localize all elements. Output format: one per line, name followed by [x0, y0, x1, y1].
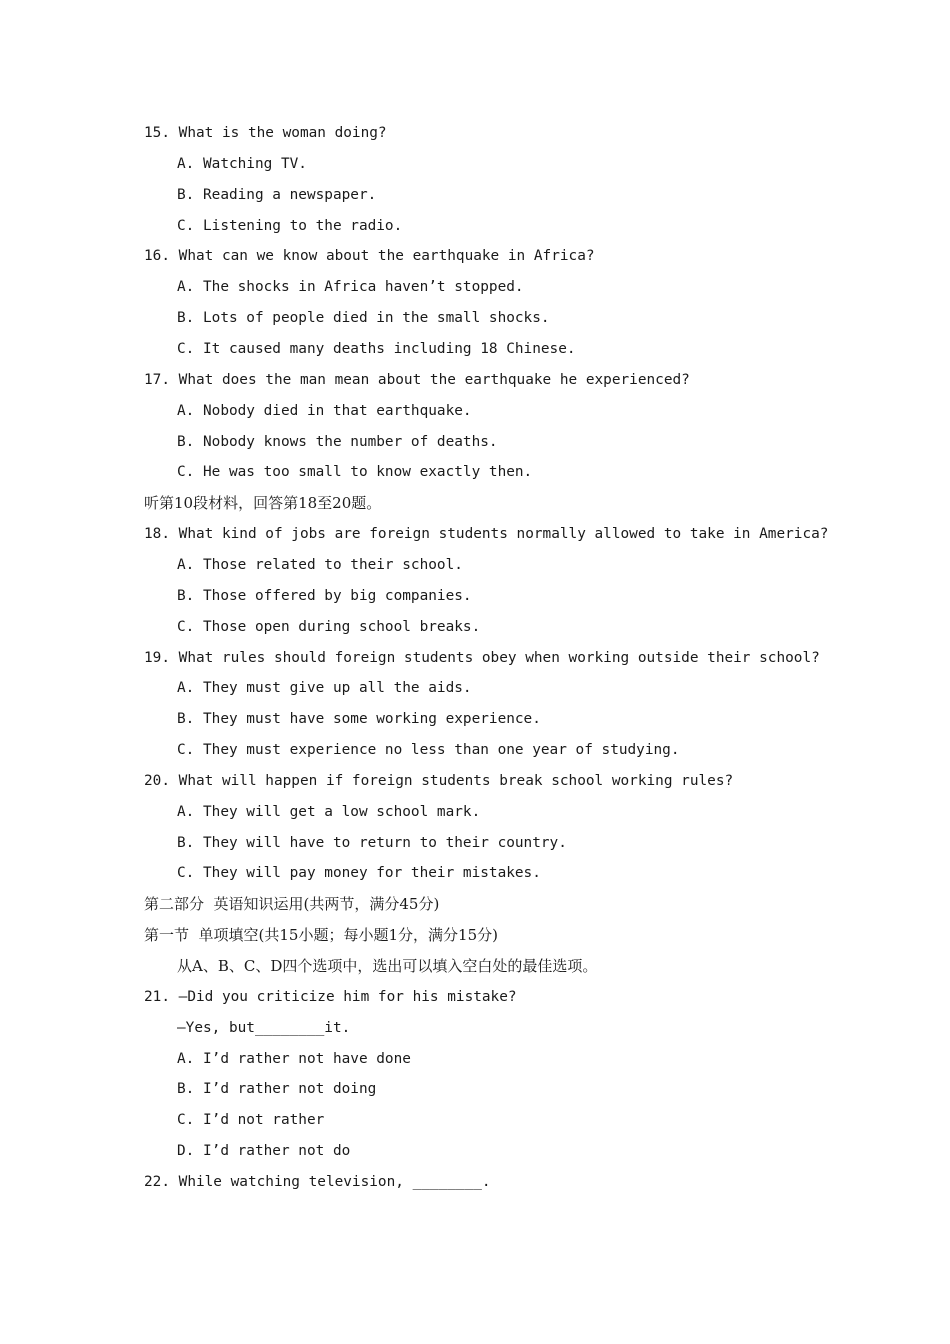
- answer-option: C. He was too small to know exactly then.: [177, 464, 533, 481]
- answer-option: A. Those related to their school.: [177, 556, 463, 573]
- answer-option: B. Lots of people died in the small shocks.: [177, 310, 550, 327]
- section-heading: 第二部分 英语知识运用(共两节，满分45分): [144, 895, 440, 914]
- answer-option: C. It caused many deaths including 18 Chinese.: [177, 341, 576, 357]
- question-stem: 21. —Did you criticize him for his mistake?: [144, 988, 517, 1005]
- answer-option: B. Reading a newspaper.: [177, 186, 377, 203]
- question-stem: 20. What will happen if foreign students break school working rules?: [144, 772, 734, 789]
- section-heading: 听第10段材料，回答第18至20题。: [144, 494, 382, 513]
- answer-option: B. Those offered by big companies.: [177, 587, 472, 604]
- answer-option: B. I’d rather not doing: [177, 1081, 377, 1098]
- answer-option: B. Nobody knows the number of deaths.: [177, 433, 498, 450]
- answer-option: A. The shocks in Africa haven’t stopped.: [177, 279, 524, 296]
- section-heading: 第一节 单项填空(共15小题；每小题1分，满分15分): [144, 926, 498, 945]
- answer-option: A. I’d rather not have done: [177, 1050, 411, 1067]
- question-stem: 16. What can we know about the earthquake in Africa?: [144, 248, 595, 265]
- section-heading: 从A、B、C、D四个选项中，选出可以填入空白处的最佳选项。: [177, 957, 598, 975]
- answer-option: B. They must have some working experience.: [177, 711, 541, 728]
- answer-option: C. They will pay money for their mistakes.: [177, 865, 541, 882]
- question-stem: 22. While watching television, ________.: [144, 1173, 491, 1190]
- answer-option: C. They must experience no less than one year of studying.: [177, 742, 680, 758]
- answer-option: A. They must give up all the aids.: [177, 680, 472, 697]
- answer-option: A. They will get a low school mark.: [177, 803, 481, 820]
- answer-option: B. They will have to return to their country.: [177, 834, 567, 851]
- answer-option: A. Watching TV.: [177, 155, 307, 172]
- answer-option: C. Those open during school breaks.: [177, 618, 481, 635]
- answer-option: C. I’d not rather: [177, 1112, 325, 1129]
- question-stem: 15. What is the woman doing?: [144, 125, 387, 141]
- answer-option: D. I’d rather not do: [177, 1143, 351, 1160]
- question-stem: 18. What kind of jobs are foreign students normally allowed to take in America?: [144, 526, 829, 542]
- answer-option: —Yes, but________it.: [177, 1019, 351, 1036]
- question-stem: 19. What rules should foreign students obey when working outside their school?: [144, 649, 820, 666]
- answer-option: C. Listening to the radio.: [177, 217, 403, 234]
- question-stem: 17. What does the man mean about the earthquake he experienced?: [144, 371, 690, 388]
- answer-option: A. Nobody died in that earthquake.: [177, 402, 472, 419]
